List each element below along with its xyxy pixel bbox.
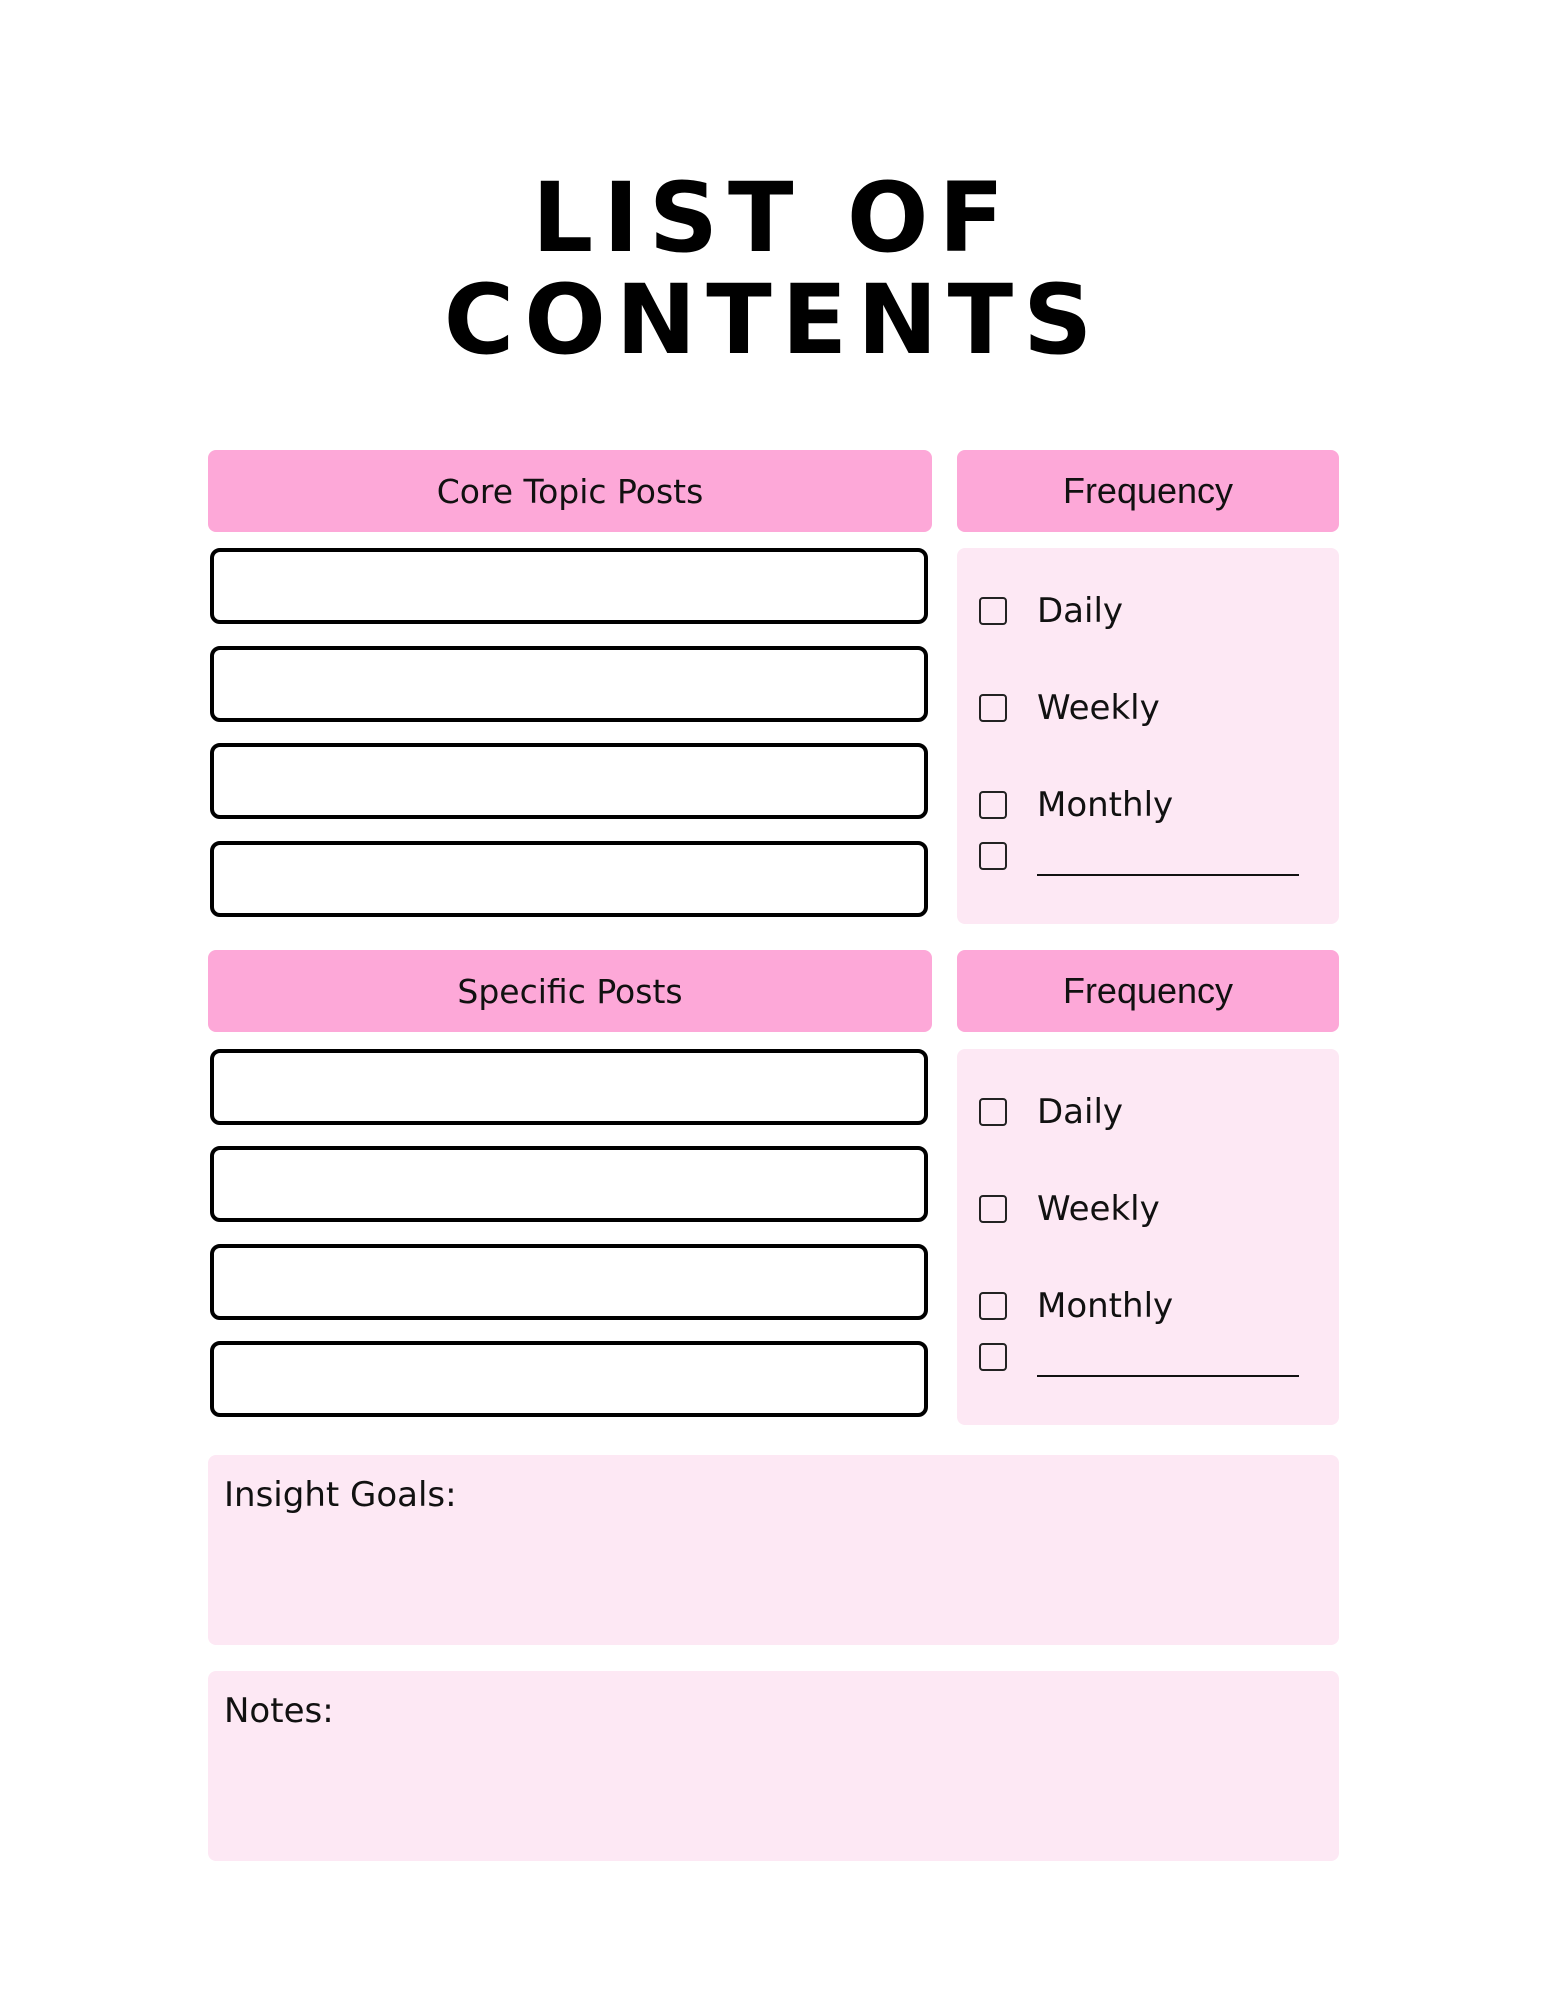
- daily-checkbox[interactable]: [979, 1098, 1007, 1126]
- monthly-label: Monthly: [1037, 785, 1174, 825]
- weekly-checkbox[interactable]: [979, 694, 1007, 722]
- core-frequency-option-weekly[interactable]: [979, 688, 1160, 728]
- notes-box[interactable]: [208, 1671, 1339, 1861]
- core-topic-entry-2[interactable]: [210, 646, 928, 722]
- monthly-checkbox[interactable]: [979, 1292, 1007, 1320]
- specific-frequency-option-daily[interactable]: [979, 1092, 1123, 1132]
- custom-checkbox[interactable]: [979, 1343, 1007, 1371]
- specific-post-entry-4[interactable]: [210, 1341, 928, 1417]
- specific-posts-header: Specific Posts: [208, 950, 932, 1032]
- core-frequency-option-monthly[interactable]: [979, 785, 1173, 825]
- insight-goals-label: Insight Goals:: [224, 1475, 457, 1515]
- specific-post-entry-2[interactable]: [210, 1146, 928, 1222]
- custom-checkbox[interactable]: [979, 842, 1007, 870]
- page-title-line-1: LIST OF: [531, 162, 1015, 274]
- core-frequency-panel: [957, 548, 1339, 924]
- page-title-line-2: CONTENTS: [443, 264, 1103, 376]
- custom-frequency-blank-line[interactable]: [1037, 850, 1299, 876]
- specific-frequency-option-monthly[interactable]: [979, 1286, 1173, 1326]
- specific-post-entry-1[interactable]: [210, 1049, 928, 1125]
- monthly-checkbox[interactable]: [979, 791, 1007, 819]
- core-frequency-header: Frequency: [957, 450, 1339, 532]
- specific-frequency-header: Frequency: [957, 950, 1339, 1032]
- insight-goals-box[interactable]: [208, 1455, 1339, 1645]
- daily-checkbox[interactable]: [979, 597, 1007, 625]
- weekly-label: Weekly: [1037, 688, 1160, 728]
- specific-frequency-option-custom[interactable]: [979, 1337, 1299, 1377]
- core-frequency-option-daily[interactable]: [979, 591, 1123, 631]
- notes-label: Notes:: [224, 1691, 334, 1731]
- core-topic-entry-4[interactable]: [210, 841, 928, 917]
- core-topic-entry-3[interactable]: [210, 743, 928, 819]
- specific-frequency-panel: [957, 1049, 1339, 1425]
- core-topic-entry-1[interactable]: [210, 548, 928, 624]
- custom-frequency-blank-line[interactable]: [1037, 1351, 1299, 1377]
- specific-frequency-option-weekly[interactable]: [979, 1189, 1160, 1229]
- monthly-label: Monthly: [1037, 1286, 1174, 1326]
- core-frequency-option-custom[interactable]: [979, 836, 1299, 876]
- core-topic-posts-header: Core Topic Posts: [208, 450, 932, 532]
- daily-label: Daily: [1037, 1092, 1124, 1132]
- daily-label: Daily: [1037, 591, 1124, 631]
- specific-post-entry-3[interactable]: [210, 1244, 928, 1320]
- weekly-checkbox[interactable]: [979, 1195, 1007, 1223]
- weekly-label: Weekly: [1037, 1189, 1160, 1229]
